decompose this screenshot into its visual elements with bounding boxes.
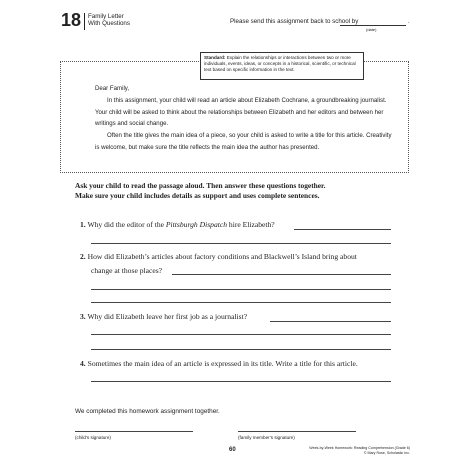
question-4-number: 4. xyxy=(80,359,86,368)
completion-statement: We completed this homework assignment together. xyxy=(75,408,220,415)
standard-box xyxy=(200,52,364,80)
question-3-text: Why did Elizabeth leave her first job as a journalist? xyxy=(87,312,248,321)
letter-greeting: Dear Family, xyxy=(95,85,130,92)
question-1 xyxy=(80,220,275,230)
question-3-number: 3. xyxy=(80,312,86,321)
child-signature-label: (child’s signature) xyxy=(75,435,111,440)
child-signature-line[interactable] xyxy=(75,431,193,432)
letter-paragraph-2: Often the title gives the main idea of a piece, so your child is asked to write a title for this article. Creativity is welcome, but make sure the title reflects the main idea the author has presented. xyxy=(95,132,392,151)
credit-line-2: © Mary Rose, Scholastic Inc. xyxy=(363,450,410,455)
family-signature-line[interactable] xyxy=(238,431,356,432)
lesson-title xyxy=(88,13,130,27)
date-period: . xyxy=(408,19,410,25)
answer-line[interactable] xyxy=(270,321,391,322)
instructions-line1: Ask your child to read the passage aloud. Then answer these questions together. xyxy=(75,181,326,190)
answer-line[interactable] xyxy=(91,349,391,350)
page-number: 60 xyxy=(229,447,236,453)
date-line xyxy=(340,25,406,26)
question-1-text-start: Why did the editor of the xyxy=(87,220,166,229)
question-2-continued: change at those places? xyxy=(91,266,163,275)
lesson-title-line1: Family Letter xyxy=(88,13,124,20)
credit-line xyxy=(300,446,410,455)
answer-line[interactable] xyxy=(91,334,391,335)
question-2-number: 2. xyxy=(80,252,86,261)
answer-line[interactable] xyxy=(172,274,391,275)
answer-line[interactable] xyxy=(91,243,391,244)
question-2 xyxy=(80,252,357,262)
question-1-number: 1. xyxy=(80,220,86,229)
send-back-instruction: Please send this assignment back to school by xyxy=(230,18,359,25)
answer-line[interactable] xyxy=(91,289,391,290)
question-4 xyxy=(80,359,358,369)
question-2-line1: How did Elizabeth’s articles about factory conditions and Blackwell’s Island bring about xyxy=(87,252,357,261)
standard-label: Standard: xyxy=(204,55,226,60)
standard-text: Explain the relationships or interactions between two or more individuals, events, ideas, or concepts in a historical, scientific, or technical text based on specific information in the text. xyxy=(204,55,356,72)
instructions xyxy=(75,181,405,201)
credit-line-1: Week-by-Week Homework: Reading Comprehension (Grade 6) xyxy=(309,446,410,450)
question-4-text: Sometimes the main idea of an article is expressed in its title. Write a title for this article. xyxy=(87,359,358,368)
date-caption: (date) xyxy=(366,27,377,32)
answer-line[interactable] xyxy=(91,381,391,382)
question-3 xyxy=(80,312,247,322)
lesson-number: 18 xyxy=(61,10,82,30)
answer-line[interactable] xyxy=(294,229,391,230)
question-1-newspaper-title: Pittsburgh Dispatch xyxy=(165,220,228,229)
family-signature-label: (family member’s signature) xyxy=(238,435,295,440)
header-divider xyxy=(84,13,85,30)
instructions-line2: Make sure your child includes details as support and uses complete sentences. xyxy=(75,191,320,200)
question-1-text-end: hire Elizabeth? xyxy=(227,220,275,229)
answer-line[interactable] xyxy=(91,302,391,303)
lesson-title-line2: With Questions xyxy=(88,20,130,27)
letter-paragraph-1: In this assignment, your child will read an article about Elizabeth Cochrane, a groundbreaking journalist. Your child will be asked to think about the relationships between Elizabeth and her editors and between her writings and social change. xyxy=(95,97,387,127)
